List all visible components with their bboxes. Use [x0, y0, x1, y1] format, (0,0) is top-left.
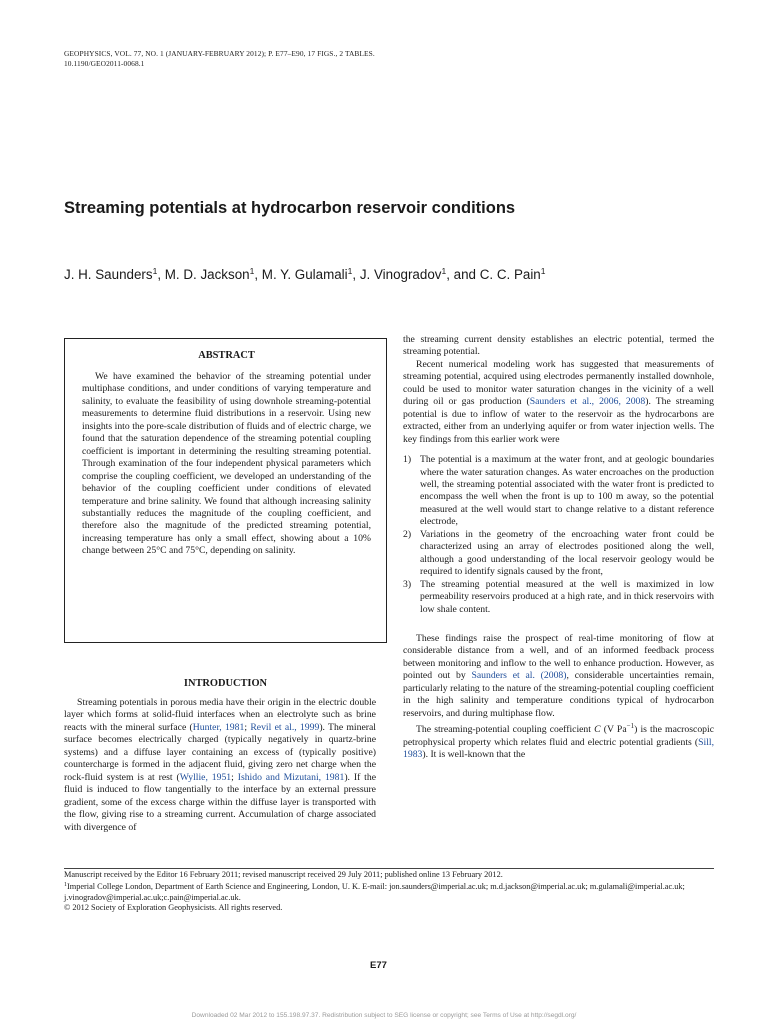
author-separator: ,	[352, 267, 360, 282]
footnote-divider	[64, 868, 714, 869]
author-list	[64, 266, 545, 282]
finding-item	[403, 579, 714, 616]
author-name: M. D. Jackson	[164, 267, 250, 282]
finding-text: Variations in the geometry of the encroaching water front could be characterized using an array of electrodes positioned along the well, although a good understanding of the local reservoir geology would be required to identify signals caused by the front,	[420, 528, 714, 578]
citation-link[interactable]: Ishido and Mizutani, 1981	[237, 771, 345, 783]
journal-citation: GEOPHYSICS, VOL. 77, NO. 1 (JANUARY-FEBRUARY 2012); P. E77–E90, 17 FIGS., 2 TABLES.	[64, 49, 375, 58]
abstract-box	[64, 338, 387, 643]
footnotes	[64, 870, 714, 913]
author-separator: ,	[254, 267, 262, 282]
download-note: Downloaded 02 Mar 2012 to 155.198.97.37. Redistribution subject to SEG license or copyright; see Terms of Use at http://segdl.org/	[191, 1012, 577, 1019]
finding-number: 3)	[403, 578, 412, 590]
finding-text: The streaming potential measured at the well is maximized in low permeability reservoirs produced at a high rate, and in thick reservoirs with low shale content.	[420, 578, 714, 615]
citation-link[interactable]: Saunders et al. (2008)	[471, 670, 567, 682]
abstract-text: We have examined the behavior of the streaming potential under multiphase conditions, and under conditions of varying temperature and salinity, to evaluate the feasibility of using downhole streaming-potential measurements to determine fluid distributions in a reservoir. Using new insights into the pore-scale distribution of fluids and of electric charge, we found that the saturation dependence of the streaming potential coupling coefficient is important in determining the resulting streaming potential. Through examination of the four independent physical parameters which comprise the coupling coefficient, we developed an understanding of the behavior of the coupling coefficient under conditions of elevated temperature and brine salinity. We found that although increasing salinity substantially reduces the magnitude of the coupling coefficient, and therefore also the magnitude of the predicted streaming potential, increasing temperature has only a small effect, showing about a 10% change between 25°C and 75°C, depending on salinity.	[82, 371, 371, 557]
journal-header	[64, 49, 375, 69]
doi: 10.1190/GEO2011-0068.1	[64, 59, 145, 68]
text-run: ). The streaming potential is due to inflow of water to the reservoir as the hydrocarbons are extracted, either from an underlying aquifer or from water injection wells. The key findings from this earlier work were	[403, 396, 714, 445]
unit-superscript: −1	[626, 722, 635, 731]
text-run: ). It is well-known that the	[422, 749, 526, 761]
introduction-paragraph	[64, 697, 376, 834]
author-name: C. C. Pain	[479, 267, 541, 282]
right-column	[403, 334, 714, 762]
finding-number: 2)	[403, 528, 412, 540]
finding-text: The potential is a maximum at the water front, and at geologic boundaries where the water saturation changes. As water encroaches on the production well, the streaming potential associated with the water front is predicted to encompass the well when the front is up to 100 m away, so the potential measured at the well would start to change relative to a distant reference electrode,	[420, 454, 714, 528]
text-run: , considerable uncertainties remain, particularly relating to the nature of the streaming-potential coupling coefficient in the high salinity and temperature conditions typical of hydrocarbon reservoirs, and during multiphase flow.	[403, 670, 714, 719]
modeling-paragraph	[403, 359, 714, 446]
text-run: ). The mineral surface becomes electrically charged (typically negatively in quartz-brine systems) and a diffuse layer containing an excess of (typically positive) countercharge is formed in the adjacent fluid, giving zero net charge when the rock-fluid system is at rest (	[64, 721, 376, 783]
text-run: Streaming potentials in porous media have their origin in the electric double layer which forms at solid-fluid interfaces when an electrolyte such as brine reacts with the mineral surface (	[64, 697, 376, 733]
findings-implications-paragraph	[403, 633, 714, 720]
text-run: ). If the fluid is induced to flow tangentially to the interface by an external pressure gradient, some of the excess charge within the diffuse layer is transported with the flow, giving rise to a streaming current. Accumulation of charge associated with divergence of	[64, 771, 377, 833]
affiliation-marker: 1	[64, 882, 67, 889]
text-run: (V Pa	[600, 724, 627, 736]
continued-paragraph: the streaming current density establishes an electric potential, termed the streaming potential.	[403, 334, 714, 358]
text-run: Recent numerical modeling work has suggested that measurements of streaming potential, acquired using electrodes permanently installed downhole, could be used to monitor water saturation changes in the vicinity of a well during oil or gas production (	[403, 358, 714, 408]
coupling-coefficient-paragraph	[403, 720, 714, 761]
affiliation-superscript: 1	[347, 266, 353, 276]
citation-link[interactable]: Wyllie, 1951	[179, 771, 232, 783]
author-separator: , and	[446, 267, 480, 282]
author-name: J. H. Saunders	[64, 267, 153, 282]
finding-item	[403, 454, 714, 529]
introduction-heading: INTRODUCTION	[183, 678, 268, 689]
text-run: These findings raise the prospect of real-time monitoring of flow at considerable distance from a well, and of an informed feedback process between monitoring and inflow to the well to enhance production. However, as pointed out by	[403, 632, 714, 682]
citation-link[interactable]: Hunter, 1981	[192, 721, 245, 733]
citation-link[interactable]: Saunders et al., 2006, 2008	[529, 396, 646, 408]
text-run: ;	[231, 771, 238, 783]
citation-link[interactable]: Sill, 1983	[403, 736, 714, 761]
copyright-note: © 2012 Society of Exploration Geophysicists. All rights reserved.	[64, 902, 283, 912]
paper-title: Streaming potentials at hydrocarbon reservoir conditions	[64, 199, 516, 217]
affiliation-text: Imperial College London, Department of Earth Science and Engineering, London, U. K. E-mail: jon.saunders@imperial.ac.uk; m.d.jackson@imperial.ac.uk; m.gulamali@imperial.ac.uk; j.vinogradov@imperial.ac.uk;c.pain@imperial.ac.uk.	[64, 882, 685, 902]
received-note: Manuscript received by the Editor 16 February 2011; revised manuscript received 29 July 2011; published online 13 February 2012.	[64, 870, 503, 879]
author-name: J. Vinogradov	[359, 267, 442, 282]
affiliation-superscript: 1	[152, 266, 158, 276]
text-run: The streaming-potential coupling coefficient	[416, 724, 595, 736]
citation-link[interactable]: Revil et al., 1999	[250, 721, 320, 733]
abstract-heading: ABSTRACT	[198, 350, 255, 361]
affiliation-superscript: 1	[441, 266, 447, 276]
text-run: ;	[244, 721, 251, 733]
symbol-italic: C	[594, 724, 601, 736]
author-separator: ,	[157, 267, 165, 282]
finding-number: 1)	[403, 454, 412, 466]
text-run: ) is the macroscopic petrophysical property which relates fluid and electric potential gradients (	[403, 724, 714, 748]
affiliation-superscript: 1	[540, 266, 546, 276]
author-name: M. Y. Gulamali	[261, 267, 348, 282]
findings-list	[403, 454, 714, 616]
affiliation-note	[64, 880, 714, 903]
page-number: E77	[370, 960, 387, 971]
finding-item	[403, 529, 714, 579]
affiliation-superscript: 1	[249, 266, 255, 276]
